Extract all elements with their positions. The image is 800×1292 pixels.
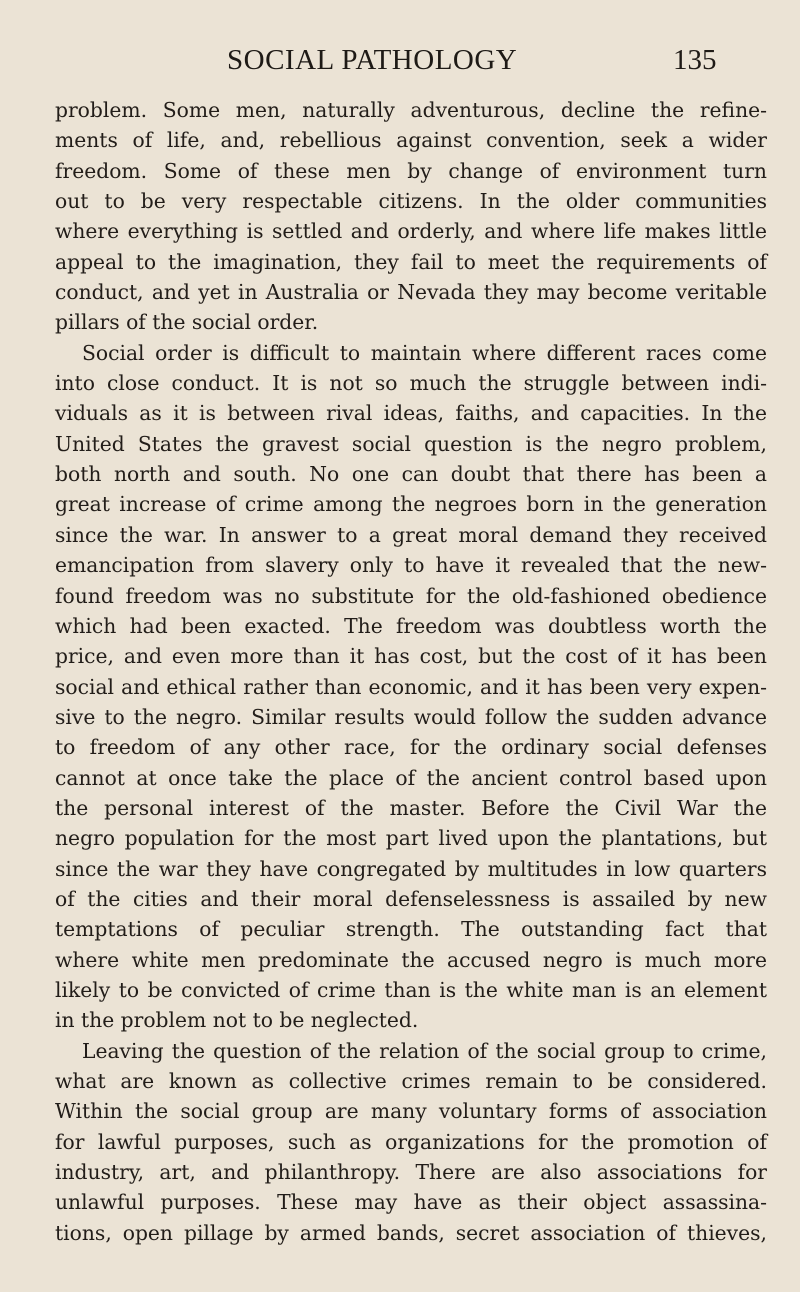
text-line: price, and even more than it has cost, but the cost of it has been [55, 644, 767, 669]
text-line: where everything is settled and orderly, and where life makes little [55, 219, 767, 244]
text-line: great increase of crime among the negroes born in the generation [55, 492, 767, 517]
text-line: problem. Some men, naturally adventurous, decline the refine- [55, 98, 767, 122]
text-line: appeal to the imagination, they fail to meet the requirements of [55, 249, 767, 274]
text-line: tions, open pillage by armed bands, secret association of thieves, [55, 1220, 767, 1245]
text-line: both north and south. No one can doubt that there has been a [55, 462, 767, 487]
text-line: cannot at once take the place of the ancient control based upon [55, 765, 767, 790]
page-number: 135 [673, 44, 717, 76]
text-line: temptations of peculiar strength. The outstanding fact that [55, 917, 767, 942]
text-line: out to be very respectable citizens. In the older communities [55, 189, 767, 214]
text-line: likely to be convicted of crime than is the white man is an element [55, 977, 767, 1002]
text-line: in the problem not to be neglected. [55, 1008, 419, 1033]
text-line: social and ethical rather than economic, and it has been very expen- [55, 674, 767, 699]
text-line: which had been exacted. The freedom was doubtless worth the [55, 613, 767, 638]
text-line: the personal interest of the master. Before the Civil War the [55, 795, 767, 820]
text-line: into close conduct. It is not so much the struggle between indi- [55, 371, 767, 396]
text-line: what are known as collective crimes remain to be considered. [55, 1069, 767, 1093]
text-line: for lawful purposes, such as organizations for the promotion of [55, 1129, 767, 1154]
text-line: sive to the negro. Similar results would follow the sudden advance [55, 704, 767, 729]
text-line: viduals as it is between rival ideas, faiths, and capacities. In the [55, 401, 767, 426]
text-line: negro population for the most part lived upon the plantations, but [55, 826, 767, 851]
text-line: since the war they have congregated by multitudes in low quarters [55, 856, 767, 881]
text-line: found freedom was no substitute for the old-fashioned obedience [55, 583, 767, 608]
running-head [0, 44, 800, 84]
text-line: Social order is difficult to maintain where different races come [82, 340, 767, 365]
text-line: since the war. In answer to a great moral demand they received [55, 522, 767, 547]
text-line: ments of life, and, rebellious against convention, seek a wider [55, 128, 767, 153]
text-line: where white men predominate the accused negro is much more [55, 947, 767, 972]
text-line: Leaving the question of the relation of the social group to crime, [82, 1038, 767, 1063]
text-line: of the cities and their moral defenselessness is assailed by new [55, 886, 767, 911]
text-line: United States the gravest social question is the negro problem, [55, 431, 767, 456]
text-line: conduct, and yet in Australia or Nevada they may become veritable [55, 280, 767, 305]
text-line: industry, art, and philanthropy. There are also associations for [55, 1160, 767, 1185]
text-line: Within the social group are many voluntary forms of association [55, 1099, 767, 1124]
body-text [55, 95, 767, 1248]
text-line: freedom. Some of these men by change of environment turn [55, 158, 767, 183]
text-line: emancipation from slavery only to have it revealed that the new- [55, 553, 767, 578]
text-line: unlawful purposes. These may have as their object assassina- [55, 1190, 767, 1215]
text-line: pillars of the social order. [55, 310, 319, 335]
text-line: to freedom of any other race, for the ordinary social defenses [55, 735, 767, 760]
running-head-title: SOCIAL PATHOLOGY [227, 44, 518, 76]
